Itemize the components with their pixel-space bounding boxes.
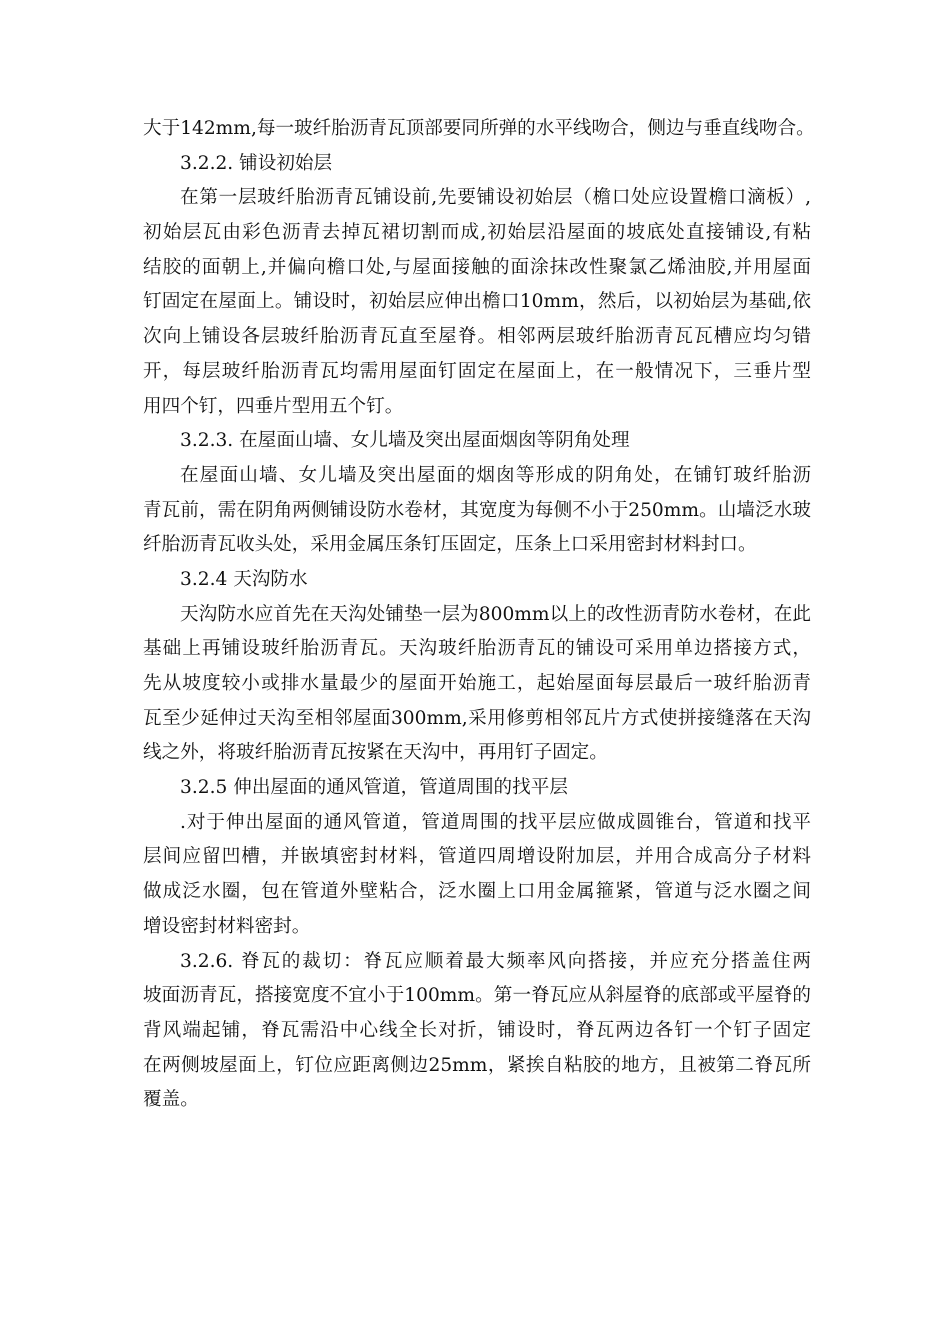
text-line: 开，每层玻纤胎沥青瓦均需用屋面钉固定在屋面上，在一般情况下，三垂片型 <box>143 360 811 382</box>
text-line: 次向上铺设各层玻纤胎沥青瓦直至屋脊。相邻两层玻纤胎沥青瓦瓦槽应均匀错 <box>143 326 811 348</box>
text-line: 基础上再铺设玻纤胎沥青瓦。天沟玻纤胎沥青瓦的铺设可采用单边搭接方式， <box>143 638 811 660</box>
text-line: 天沟防水应首先在天沟处铺垫一层为800mm以上的改性沥青防水卷材，在此 <box>180 603 811 625</box>
text-line: 青瓦前，需在阴角两侧铺设防水卷材，其宽度为每侧不小于250mm。山墙泛水玻 <box>143 499 811 521</box>
text-line: 3.2.4 天沟防水 <box>180 568 308 590</box>
text-line: 3.2.2. 铺设初始层 <box>180 152 333 174</box>
text-line: .对于伸出屋面的通风管道，管道周围的找平层应做成圆锥台，管道和找平 <box>180 811 811 833</box>
document-body <box>143 112 815 1118</box>
text-line: 初始层瓦由彩色沥青去掉瓦裙切割而成,初始层沿屋面的坡底处直接铺设,有粘 <box>143 222 811 244</box>
text-line: 覆盖。 <box>143 1089 199 1111</box>
text-line: 在屋面山墙、女儿墙及突出屋面的烟囱等形成的阴角处，在铺钉玻纤胎沥 <box>180 464 811 486</box>
text-line: 3.2.5 伸出屋面的通风管道，管道周围的找平层 <box>180 777 568 799</box>
text-line: 大于142mm,每一玻纤胎沥青瓦顶部要同所弹的水平线吻合，侧边与垂直线吻合。 <box>143 118 815 139</box>
text-line: 做成泛水圈，包在管道外壁粘合，泛水圈上口用金属箍紧，管道与泛水圈之间 <box>143 881 811 903</box>
text-line: 3.2.6. 脊瓦的裁切：脊瓦应顺着最大频率风向搭接，并应充分搭盖住两 <box>180 950 811 972</box>
text-line: 纤胎沥青瓦收头处，采用金属压条钉压固定，压条上口采用密封材料封口。 <box>143 534 757 556</box>
text-line: 3.2.3. 在屋面山墙、女儿墙及突出屋面烟囱等阴角处理 <box>180 430 630 452</box>
text-line: 在第一层玻纤胎沥青瓦铺设前,先要铺设初始层（檐口处应设置檐口滴板）, <box>180 187 811 209</box>
text-line: 坡面沥青瓦，搭接宽度不宜小于100mm。第一脊瓦应从斜屋脊的底部或平屋脊的 <box>143 985 811 1007</box>
text-line: 层间应留凹槽，并嵌填密封材料，管道四周增设附加层，并用合成高分子材料 <box>143 846 811 868</box>
text-line: 用四个钉，四垂片型用五个钉。 <box>143 395 404 417</box>
text-line: 结胶的面朝上,并偏向檐口处,与屋面接触的面涂抹改性聚氯乙烯油胶,并用屋面 <box>143 256 811 278</box>
text-line: 先从坡度较小或排水量最少的屋面开始施工，起始屋面每层最后一玻纤胎沥青 <box>143 673 811 694</box>
text-line: 线之外，将玻纤胎沥青瓦按紧在天沟中，再用钉子固定。 <box>143 742 608 764</box>
text-line: 瓦至少延伸过天沟至相邻屋面300mm,采用修剪相邻瓦片方式使拼接缝落在天沟 <box>143 707 811 729</box>
text-line: 钉固定在屋面上。铺设时，初始层应伸出檐口10mm，然后，以初始层为基础,依 <box>143 291 811 313</box>
text-line: 在两侧坡屋面上，钉位应距离侧边25mm，紧挨自粘胶的地方，且被第二脊瓦所 <box>143 1054 811 1076</box>
text-line: 增设密封材料密封。 <box>143 915 311 937</box>
text-line: 背风端起铺，脊瓦需沿中心线全长对折，铺设时，脊瓦两边各钉一个钉子固定 <box>143 1019 811 1041</box>
